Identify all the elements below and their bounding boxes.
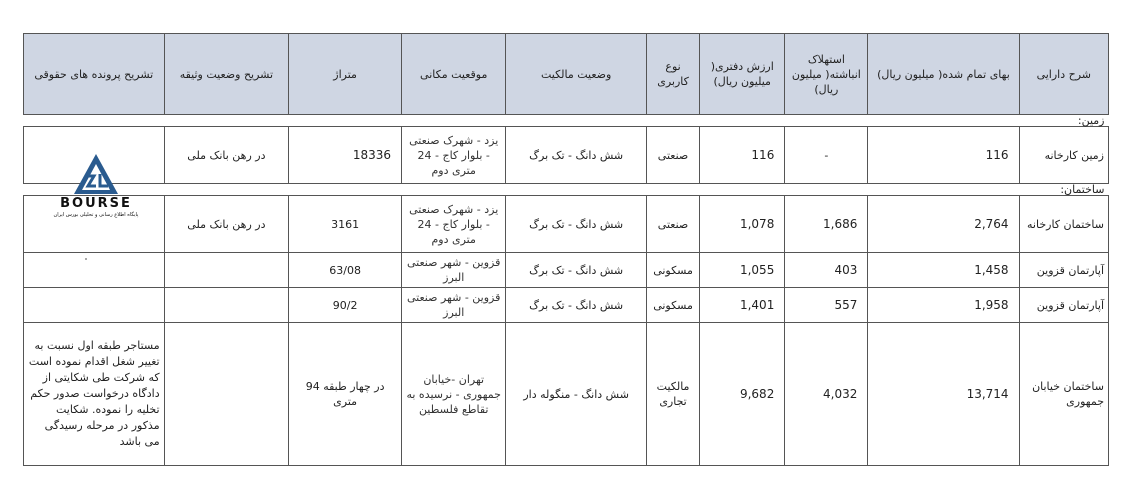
header-ownership: وضعیت مالکیت [506,34,647,115]
cell-book: 1,055 [700,253,785,288]
cell-ownership: شش دانگ - منگوله دار [506,323,647,466]
table-row [24,253,1109,288]
cell-area: 63/08 [289,253,402,288]
cell-usage: مسکونی [646,253,699,288]
cell-location: یزد - شهرک صنعتی - بلوار کاج - 24 متری دوم [402,196,506,253]
table-row [24,127,1109,184]
cell-desc: ساختمان خیابان جمهوری [1019,323,1108,466]
cell-ownership: شش دانگ - تک برگ [506,253,647,288]
header-row [24,34,1109,115]
section-building-label: ساختمان: [24,184,1109,196]
cell-book: 1,401 [700,288,785,323]
scan-dot [85,258,87,260]
cell-cost: 2,764 [868,196,1019,253]
cell-book: 9,682 [700,323,785,466]
cell-cost: 1,458 [868,253,1019,288]
cell-ownership: شش دانگ - تک برگ [506,196,647,253]
cell-location: قزوین - شهر صنعتی البرز [402,288,506,323]
header-location: موقعیت مکانی [402,34,506,115]
cell-doc: در رهن بانک ملی [164,127,289,184]
logo-subtitle: پایگاه اطلاع رسانی و تحلیلی بورس ایران [53,212,139,218]
header-area: متراژ [289,34,402,115]
cell-cost: 1,958 [868,288,1019,323]
cell-area: 3161 [289,196,402,253]
header-full-cost: بهای تمام شده( میلیون ریال) [868,34,1019,115]
cell-cost: 13,714 [868,323,1019,466]
cell-desc: آپارتمان قزوین [1019,288,1108,323]
cell-legal [24,288,165,323]
cell-depr: 403 [785,253,868,288]
section-building-row [24,184,1109,196]
assets-table [23,33,1109,466]
cell-doc [164,288,289,323]
header-legal: تشریح پرونده های حقوقی [24,34,165,115]
cell-desc: زمین کارخانه [1019,127,1108,184]
header-asset-desc: شرح دارایی [1019,34,1108,115]
cell-cost: 116 [868,127,1019,184]
table-row [24,323,1109,466]
header-usage: نوع کاربری [646,34,699,115]
logo-text: BOURSE [60,196,132,211]
cell-desc: آپارتمان قزوین [1019,253,1108,288]
cell-book: 1,078 [700,196,785,253]
cell-ownership: شش دانگ - تک برگ [506,127,647,184]
cell-area: 18336 [289,127,402,184]
cell-desc: ساختمان کارخانه [1019,196,1108,253]
header-accum-depr: استهلاک انباشته( میلیون ریال) [785,34,868,115]
cell-location: یزد - شهرک صنعتی - بلوار کاج - 24 متری دوم [402,127,506,184]
cell-location: تهران -خیابان جمهوری - نرسیده به تقاطع فلسطین [402,323,506,466]
cell-area: در چهار طبقه 94 متری [289,323,402,466]
cell-area: 90/2 [289,288,402,323]
cell-usage: صنعتی [646,196,699,253]
table-row [24,288,1109,323]
cell-usage: مالکیت تجاری [646,323,699,466]
cell-legal: مستاجر طبقه اول نسبت به تغییر شغل اقدام نموده است که شرکت طی شکایتی از دادگاه درخواست صدور حکم تخلیه را نموده. شکایت مذکور در مرحله رسیدگی می باشد [24,323,165,466]
cell-doc [164,323,289,466]
cell-depr: 1,686 [785,196,868,253]
table-row [24,196,1109,253]
cell-legal [24,253,165,288]
cell-depr: - [785,127,868,184]
section-land-row [24,115,1109,127]
header-book-value: ارزش دفتری( میلیون ریال) [700,34,785,115]
cell-ownership: شش دانگ - تک برگ [506,288,647,323]
cell-book: 116 [700,127,785,184]
section-land-label: زمین: [24,115,1109,127]
cell-usage: مسکونی [646,288,699,323]
header-doc-status: تشریح وضعیت وثیقه [164,34,289,115]
cell-doc [164,253,289,288]
cell-doc: در رهن بانک ملی [164,196,289,253]
cell-location: قزوین - شهر صنعتی البرز [402,253,506,288]
cell-usage: صنعتی [646,127,699,184]
cell-depr: 4,032 [785,323,868,466]
cell-depr: 557 [785,288,868,323]
